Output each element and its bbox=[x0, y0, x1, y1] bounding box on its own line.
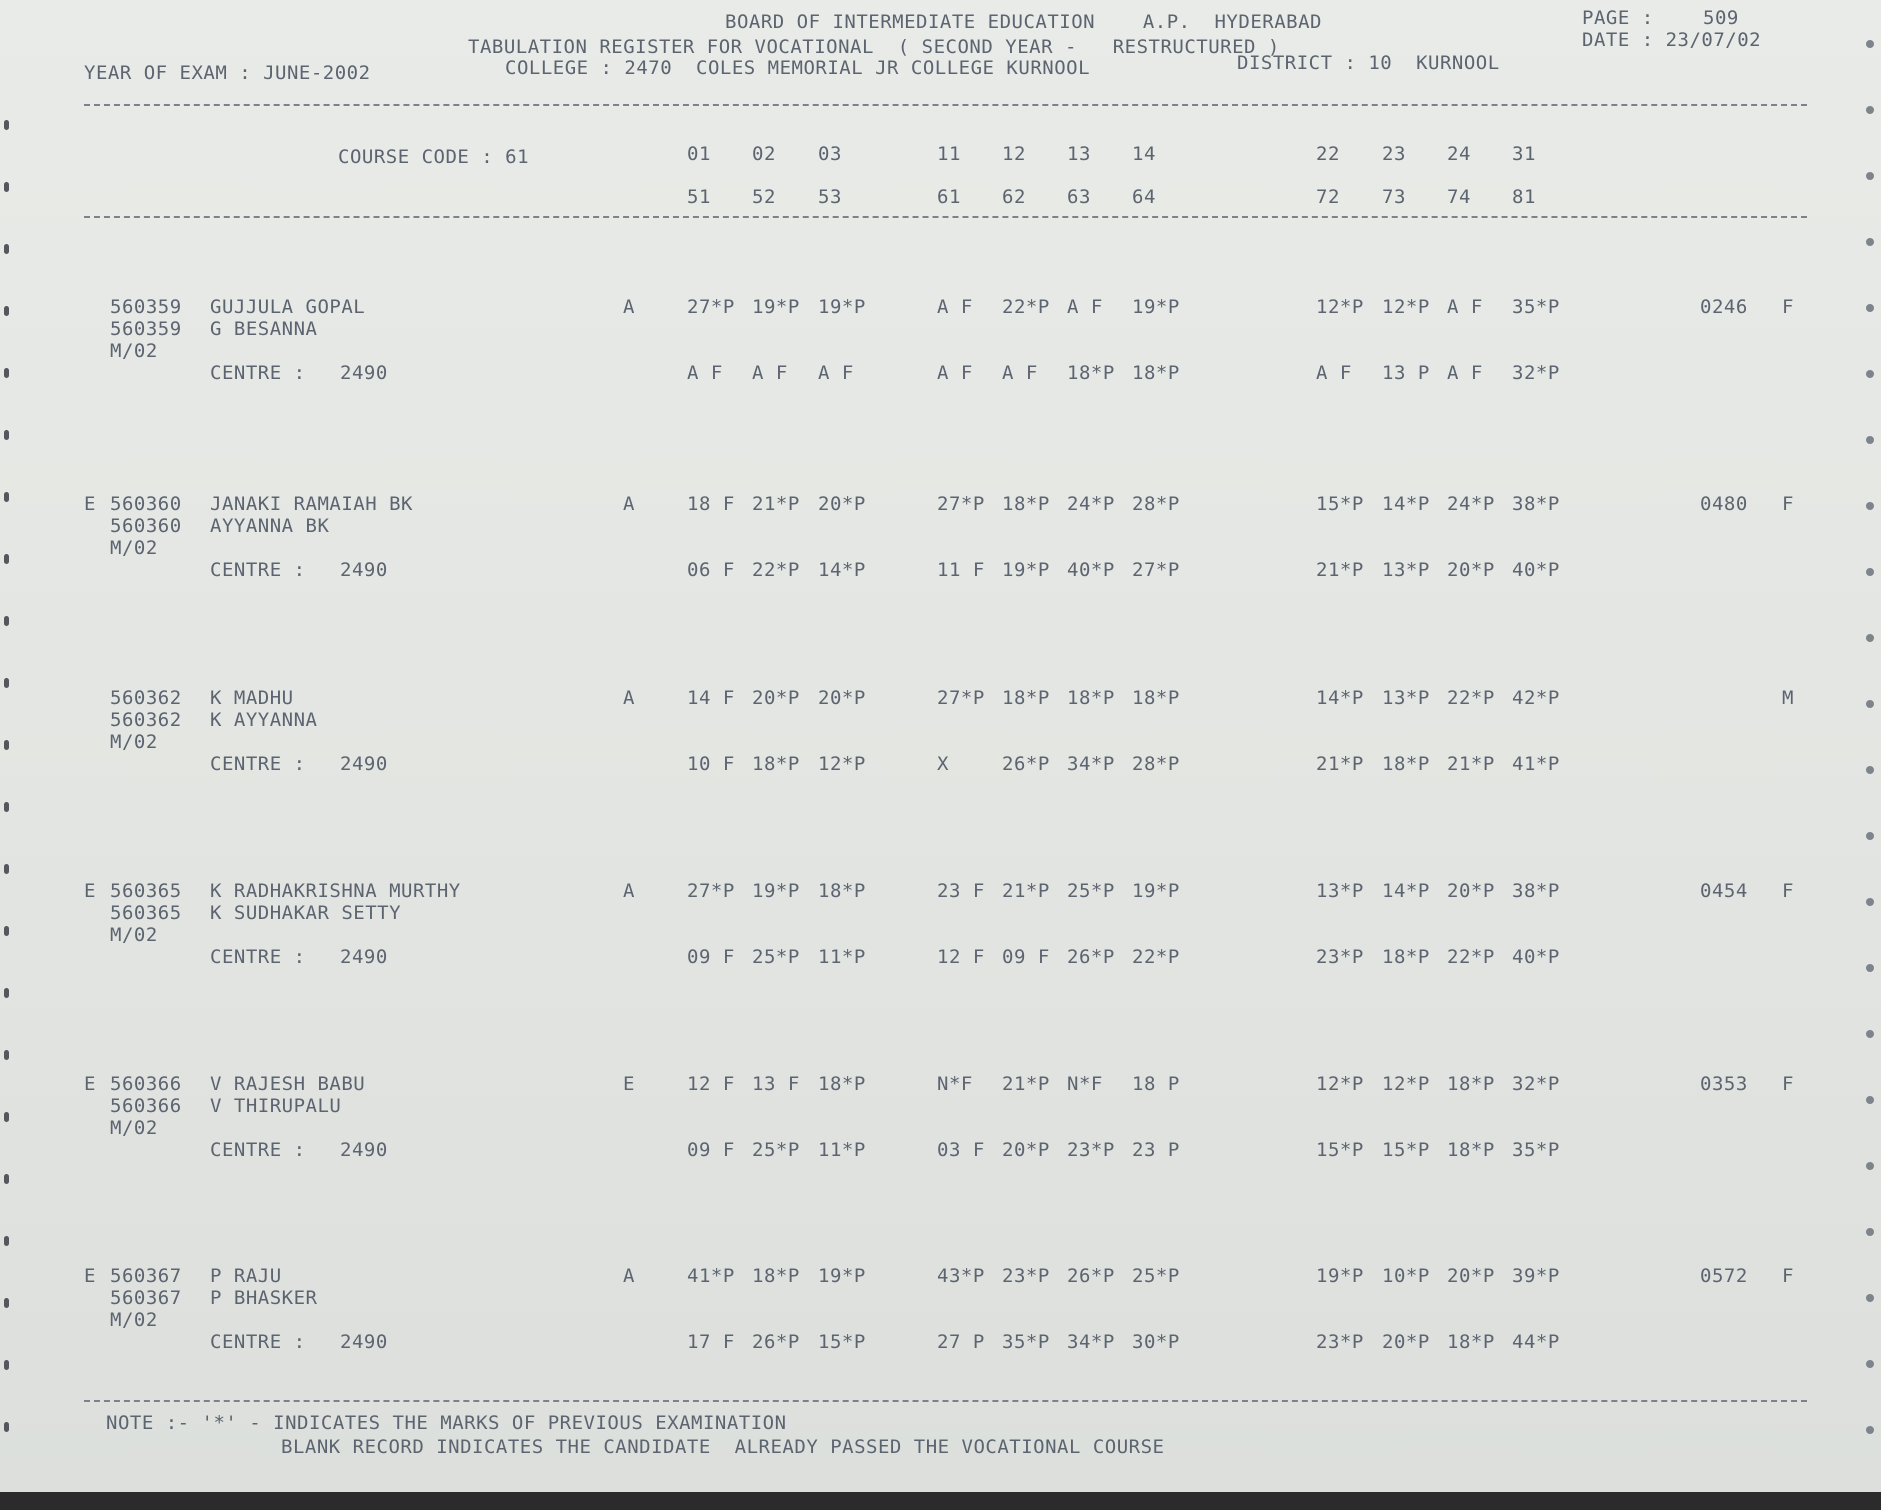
mark-cell: 21*P bbox=[752, 493, 800, 515]
register-number: 560362 bbox=[110, 709, 182, 731]
centre-code: 2490 bbox=[340, 362, 388, 384]
subject-code: 52 bbox=[752, 186, 776, 208]
exempt-flag: E bbox=[84, 880, 96, 902]
mark-cell: 27*P bbox=[937, 687, 985, 709]
feed-hole bbox=[4, 306, 9, 316]
mark-cell: 19*P bbox=[818, 1265, 866, 1287]
mark-cell: 15*P bbox=[1382, 1139, 1430, 1161]
feed-hole bbox=[1866, 1096, 1874, 1104]
register-number: 560366 bbox=[110, 1095, 182, 1117]
mark-cell: 20*P bbox=[1447, 559, 1495, 581]
mark-cell: 13*P bbox=[1316, 880, 1364, 902]
hall-ticket-number: 560367 bbox=[110, 1265, 182, 1287]
mark-cell: 25*P bbox=[752, 946, 800, 968]
mark-cell: 32*P bbox=[1512, 362, 1560, 384]
result-code: F bbox=[1782, 1265, 1794, 1287]
mark-cell: A F bbox=[1447, 362, 1483, 384]
mark-cell: 21*P bbox=[1316, 559, 1364, 581]
mark-cell: 18*P bbox=[1067, 362, 1115, 384]
mark-cell: 09 F bbox=[687, 946, 735, 968]
feed-hole bbox=[4, 492, 9, 502]
mark-cell: 18 F bbox=[687, 493, 735, 515]
candidate-name: K RADHAKRISHNA MURTHY bbox=[210, 880, 461, 902]
mark-cell: 09 F bbox=[687, 1139, 735, 1161]
feed-hole bbox=[4, 120, 9, 130]
mark-cell: 28*P bbox=[1132, 753, 1180, 775]
mark-cell: 18*P bbox=[818, 880, 866, 902]
mark-cell: 20*P bbox=[752, 687, 800, 709]
father-name: G BESANNA bbox=[210, 318, 318, 340]
mark-cell: 28*P bbox=[1132, 493, 1180, 515]
feed-hole bbox=[1866, 436, 1874, 444]
mark-cell: 20*P bbox=[1002, 1139, 1050, 1161]
register-number: 560365 bbox=[110, 902, 182, 924]
mark-cell: 18*P bbox=[1002, 687, 1050, 709]
mark-cell: 09 F bbox=[1002, 946, 1050, 968]
result-code: F bbox=[1782, 1073, 1794, 1095]
mark-cell: 22*P bbox=[1132, 946, 1180, 968]
note-line-1: NOTE :- '*' - INDICATES THE MARKS OF PREVIOUS EXAMINATION bbox=[106, 1412, 787, 1434]
mark-cell: 38*P bbox=[1512, 493, 1560, 515]
mark-cell: 23*P bbox=[1002, 1265, 1050, 1287]
candidate-name: GUJJULA GOPAL bbox=[210, 296, 366, 318]
feed-hole bbox=[1866, 1162, 1874, 1170]
hall-ticket-number: 560360 bbox=[110, 493, 182, 515]
father-name: V THIRUPALU bbox=[210, 1095, 342, 1117]
mark-cell: 27*P bbox=[937, 493, 985, 515]
mark-cell: 22*P bbox=[1002, 296, 1050, 318]
centre-label: CENTRE : bbox=[210, 946, 306, 968]
subject-code: 02 bbox=[752, 143, 776, 165]
mark-cell: 13*P bbox=[1382, 559, 1430, 581]
subject-code: 74 bbox=[1447, 186, 1471, 208]
mark-cell: 12*P bbox=[1316, 296, 1364, 318]
feed-hole bbox=[1866, 106, 1874, 114]
mark-cell: 19*P bbox=[1132, 880, 1180, 902]
subject-code: 24 bbox=[1447, 143, 1471, 165]
total-marks: 0246 bbox=[1700, 296, 1748, 318]
mark-cell: 34*P bbox=[1067, 1331, 1115, 1353]
mark-cell: 26*P bbox=[1002, 753, 1050, 775]
mark-cell: 42*P bbox=[1512, 687, 1560, 709]
subject-code: 01 bbox=[687, 143, 711, 165]
mark-cell: 22*P bbox=[1447, 946, 1495, 968]
feed-hole bbox=[4, 864, 9, 874]
mark-cell: 18 P bbox=[1132, 1073, 1180, 1095]
mark-cell: 14 F bbox=[687, 687, 735, 709]
subject-code: 31 bbox=[1512, 143, 1536, 165]
centre-label: CENTRE : bbox=[210, 1331, 306, 1353]
subject-code: 23 bbox=[1382, 143, 1406, 165]
mark-cell: 18*P bbox=[1132, 687, 1180, 709]
feed-hole bbox=[1866, 832, 1874, 840]
mark-cell: 11*P bbox=[818, 1139, 866, 1161]
mark-cell: 39*P bbox=[1512, 1265, 1560, 1287]
feed-hole bbox=[4, 616, 9, 626]
candidate-name: V RAJESH BABU bbox=[210, 1073, 366, 1095]
subject-code: 61 bbox=[937, 186, 961, 208]
centre-label: CENTRE : bbox=[210, 559, 306, 581]
feed-hole bbox=[4, 740, 9, 750]
mark-cell: N*F bbox=[937, 1073, 973, 1095]
register-number: 560367 bbox=[110, 1287, 182, 1309]
mark-cell: A F bbox=[1002, 362, 1038, 384]
mark-cell: 27*P bbox=[1132, 559, 1180, 581]
exam-period: M/02 bbox=[110, 537, 158, 559]
column-header-divider bbox=[84, 216, 1807, 218]
centre-label: CENTRE : bbox=[210, 362, 306, 384]
mark-cell: 35*P bbox=[1512, 296, 1560, 318]
mark-cell: 17 F bbox=[687, 1331, 735, 1353]
mark-cell: A F bbox=[937, 362, 973, 384]
register-title: TABULATION REGISTER FOR VOCATIONAL ( SECOND YEAR - RESTRUCTURED ) bbox=[468, 36, 1280, 58]
exempt-flag: E bbox=[84, 1265, 96, 1287]
father-name: K SUDHAKAR SETTY bbox=[210, 902, 402, 924]
mark-cell: A F bbox=[687, 362, 723, 384]
father-name: AYYANNA BK bbox=[210, 515, 330, 537]
mark-cell: 12*P bbox=[1382, 1073, 1430, 1095]
mark-cell: 18*P bbox=[752, 1265, 800, 1287]
father-name: P BHASKER bbox=[210, 1287, 318, 1309]
medium-code: A bbox=[623, 880, 635, 902]
college-info: COLLEGE : 2470 COLES MEMORIAL JR COLLEGE KURNOOL bbox=[505, 57, 1091, 79]
mark-cell: 27*P bbox=[687, 296, 735, 318]
feed-hole bbox=[4, 1360, 9, 1370]
exam-period: M/02 bbox=[110, 1309, 158, 1331]
feed-hole bbox=[1866, 634, 1874, 642]
mark-cell: 35*P bbox=[1512, 1139, 1560, 1161]
mark-cell: 26*P bbox=[1067, 946, 1115, 968]
feed-hole bbox=[1866, 1294, 1874, 1302]
feed-hole bbox=[1866, 1030, 1874, 1038]
mark-cell: 14*P bbox=[1382, 493, 1430, 515]
mark-cell: 18*P bbox=[1447, 1073, 1495, 1095]
total-marks: 0353 bbox=[1700, 1073, 1748, 1095]
mark-cell: 22*P bbox=[1447, 687, 1495, 709]
feed-hole bbox=[1866, 568, 1874, 576]
mark-cell: 26*P bbox=[1067, 1265, 1115, 1287]
result-code: F bbox=[1782, 880, 1794, 902]
year-of-exam: YEAR OF EXAM : JUNE-2002 bbox=[84, 62, 371, 84]
mark-cell: A F bbox=[818, 362, 854, 384]
feed-hole bbox=[1866, 238, 1874, 246]
mark-cell: 20*P bbox=[1447, 880, 1495, 902]
mark-cell: 18*P bbox=[1132, 362, 1180, 384]
subject-code: 72 bbox=[1316, 186, 1340, 208]
mark-cell: 11 F bbox=[937, 559, 985, 581]
mark-cell: 23*P bbox=[1316, 946, 1364, 968]
subject-code: 64 bbox=[1132, 186, 1156, 208]
feed-hole bbox=[1866, 40, 1874, 48]
mark-cell: 20*P bbox=[1382, 1331, 1430, 1353]
mark-cell: 40*P bbox=[1067, 559, 1115, 581]
mark-cell: 03 F bbox=[937, 1139, 985, 1161]
feed-hole bbox=[1866, 1228, 1874, 1236]
centre-code: 2490 bbox=[340, 1139, 388, 1161]
mark-cell: 19*P bbox=[752, 880, 800, 902]
page-label: PAGE : bbox=[1582, 7, 1654, 29]
mark-cell: 27*P bbox=[687, 880, 735, 902]
feed-hole bbox=[4, 988, 9, 998]
medium-code: A bbox=[623, 296, 635, 318]
mark-cell: 18*P bbox=[1382, 946, 1430, 968]
mark-cell: 12 F bbox=[687, 1073, 735, 1095]
feed-hole bbox=[1866, 1426, 1874, 1434]
register-number: 560359 bbox=[110, 318, 182, 340]
subject-code: 13 bbox=[1067, 143, 1091, 165]
exam-period: M/02 bbox=[110, 924, 158, 946]
mark-cell: 21*P bbox=[1002, 880, 1050, 902]
feed-hole bbox=[4, 554, 9, 564]
total-marks: 0454 bbox=[1700, 880, 1748, 902]
register-number: 560360 bbox=[110, 515, 182, 537]
bottom-edge bbox=[0, 1492, 1881, 1510]
mark-cell: 13*P bbox=[1382, 687, 1430, 709]
mark-cell: 12*P bbox=[1382, 296, 1430, 318]
mark-cell: 32*P bbox=[1512, 1073, 1560, 1095]
exempt-flag: E bbox=[84, 493, 96, 515]
mark-cell: 13 F bbox=[752, 1073, 800, 1095]
note-line-2: BLANK RECORD INDICATES THE CANDIDATE ALREADY PASSED THE VOCATIONAL COURSE bbox=[281, 1436, 1165, 1458]
feed-hole bbox=[4, 1050, 9, 1060]
mark-cell: 40*P bbox=[1512, 559, 1560, 581]
feed-hole bbox=[4, 1236, 9, 1246]
feed-hole bbox=[4, 926, 9, 936]
mark-cell: 23*P bbox=[1316, 1331, 1364, 1353]
mark-cell: 19*P bbox=[818, 296, 866, 318]
mark-cell: 06 F bbox=[687, 559, 735, 581]
centre-code: 2490 bbox=[340, 1331, 388, 1353]
mark-cell: 11*P bbox=[818, 946, 866, 968]
medium-code: A bbox=[623, 1265, 635, 1287]
mark-cell: 20*P bbox=[818, 687, 866, 709]
mark-cell: 15*P bbox=[1316, 1139, 1364, 1161]
centre-code: 2490 bbox=[340, 946, 388, 968]
feed-hole bbox=[1866, 766, 1874, 774]
feed-hole bbox=[4, 1422, 9, 1432]
feed-hole bbox=[1866, 964, 1874, 972]
exempt-flag: E bbox=[84, 1073, 96, 1095]
mark-cell: 20*P bbox=[818, 493, 866, 515]
mark-cell: 18*P bbox=[1067, 687, 1115, 709]
mark-cell: 15*P bbox=[818, 1331, 866, 1353]
subject-code: 63 bbox=[1067, 186, 1091, 208]
mark-cell: 13 P bbox=[1382, 362, 1430, 384]
mark-cell: 35*P bbox=[1002, 1331, 1050, 1353]
feed-hole bbox=[1866, 502, 1874, 510]
exam-period: M/02 bbox=[110, 1117, 158, 1139]
mark-cell: 41*P bbox=[1512, 753, 1560, 775]
feed-hole bbox=[4, 430, 9, 440]
subject-code: 51 bbox=[687, 186, 711, 208]
mark-cell: 12*P bbox=[818, 753, 866, 775]
mark-cell: 21*P bbox=[1002, 1073, 1050, 1095]
feed-hole bbox=[4, 802, 9, 812]
page-number: 509 bbox=[1703, 7, 1739, 29]
mark-cell: X bbox=[937, 753, 949, 775]
total-marks: 0480 bbox=[1700, 493, 1748, 515]
board-title: BOARD OF INTERMEDIATE EDUCATION A.P. HYDERABAD bbox=[725, 11, 1322, 33]
mark-cell: 41*P bbox=[687, 1265, 735, 1287]
subject-code: 03 bbox=[818, 143, 842, 165]
centre-label: CENTRE : bbox=[210, 753, 306, 775]
feed-hole bbox=[4, 1298, 9, 1308]
mark-cell: 23 F bbox=[937, 880, 985, 902]
centre-code: 2490 bbox=[340, 753, 388, 775]
subject-code: 62 bbox=[1002, 186, 1026, 208]
mark-cell: N*F bbox=[1067, 1073, 1103, 1095]
subject-code: 73 bbox=[1382, 186, 1406, 208]
subject-code: 22 bbox=[1316, 143, 1340, 165]
feed-hole bbox=[4, 182, 9, 192]
feed-hole bbox=[4, 1174, 9, 1184]
mark-cell: A F bbox=[1067, 296, 1103, 318]
result-code: F bbox=[1782, 296, 1794, 318]
centre-label: CENTRE : bbox=[210, 1139, 306, 1161]
feed-hole bbox=[4, 1112, 9, 1122]
mark-cell: 18*P bbox=[1002, 493, 1050, 515]
mark-cell: 24*P bbox=[1067, 493, 1115, 515]
feed-hole bbox=[1866, 1360, 1874, 1368]
district-info: DISTRICT : 10 KURNOOL bbox=[1237, 52, 1500, 74]
print-date: DATE : 23/07/02 bbox=[1582, 29, 1762, 51]
feed-hole bbox=[4, 244, 9, 254]
mark-cell: 38*P bbox=[1512, 880, 1560, 902]
medium-code: A bbox=[623, 493, 635, 515]
subject-code: 53 bbox=[818, 186, 842, 208]
medium-code: A bbox=[623, 687, 635, 709]
medium-code: E bbox=[623, 1073, 635, 1095]
exam-period: M/02 bbox=[110, 731, 158, 753]
mark-cell: 23*P bbox=[1067, 1139, 1115, 1161]
subject-code: 14 bbox=[1132, 143, 1156, 165]
mark-cell: 22*P bbox=[752, 559, 800, 581]
mark-cell: 40*P bbox=[1512, 946, 1560, 968]
feed-hole bbox=[4, 678, 9, 688]
hall-ticket-number: 560362 bbox=[110, 687, 182, 709]
mark-cell: 10*P bbox=[1382, 1265, 1430, 1287]
mark-cell: 15*P bbox=[1316, 493, 1364, 515]
mark-cell: 19*P bbox=[1132, 296, 1180, 318]
mark-cell: A F bbox=[1316, 362, 1352, 384]
mark-cell: 23 P bbox=[1132, 1139, 1180, 1161]
centre-code: 2490 bbox=[340, 559, 388, 581]
mark-cell: 25*P bbox=[752, 1139, 800, 1161]
footer-divider bbox=[84, 1400, 1807, 1402]
course-code-label: COURSE CODE : 61 bbox=[338, 146, 530, 168]
mark-cell: A F bbox=[752, 362, 788, 384]
subject-code: 12 bbox=[1002, 143, 1026, 165]
mark-cell: 18*P bbox=[752, 753, 800, 775]
mark-cell: 12*P bbox=[1316, 1073, 1364, 1095]
subject-code: 81 bbox=[1512, 186, 1536, 208]
mark-cell: 34*P bbox=[1067, 753, 1115, 775]
total-marks: 0572 bbox=[1700, 1265, 1748, 1287]
mark-cell: 44*P bbox=[1512, 1331, 1560, 1353]
mark-cell: 18*P bbox=[818, 1073, 866, 1095]
father-name: K AYYANNA bbox=[210, 709, 318, 731]
mark-cell: 14*P bbox=[818, 559, 866, 581]
mark-cell: 14*P bbox=[1382, 880, 1430, 902]
mark-cell: 19*P bbox=[752, 296, 800, 318]
feed-hole bbox=[1866, 898, 1874, 906]
exam-period: M/02 bbox=[110, 340, 158, 362]
mark-cell: 24*P bbox=[1447, 493, 1495, 515]
feed-hole bbox=[1866, 370, 1874, 378]
mark-cell: 14*P bbox=[1316, 687, 1364, 709]
feed-hole bbox=[4, 368, 9, 378]
hall-ticket-number: 560366 bbox=[110, 1073, 182, 1095]
mark-cell: 26*P bbox=[752, 1331, 800, 1353]
feed-hole bbox=[1866, 700, 1874, 708]
subject-code: 11 bbox=[937, 143, 961, 165]
mark-cell: 25*P bbox=[1132, 1265, 1180, 1287]
mark-cell: 19*P bbox=[1002, 559, 1050, 581]
mark-cell: 21*P bbox=[1447, 753, 1495, 775]
candidate-name: P RAJU bbox=[210, 1265, 282, 1287]
mark-cell: 27 P bbox=[937, 1331, 985, 1353]
result-code: F bbox=[1782, 493, 1794, 515]
header-divider bbox=[84, 104, 1807, 106]
mark-cell: 18*P bbox=[1382, 753, 1430, 775]
mark-cell: 25*P bbox=[1067, 880, 1115, 902]
result-code: M bbox=[1782, 687, 1794, 709]
mark-cell: 12 F bbox=[937, 946, 985, 968]
candidate-name: K MADHU bbox=[210, 687, 294, 709]
mark-cell: 30*P bbox=[1132, 1331, 1180, 1353]
mark-cell: 43*P bbox=[937, 1265, 985, 1287]
mark-cell: 21*P bbox=[1316, 753, 1364, 775]
mark-cell: A F bbox=[1447, 296, 1483, 318]
feed-hole bbox=[1866, 304, 1874, 312]
hall-ticket-number: 560359 bbox=[110, 296, 182, 318]
mark-cell: 18*P bbox=[1447, 1139, 1495, 1161]
mark-cell: 20*P bbox=[1447, 1265, 1495, 1287]
mark-cell: 10 F bbox=[687, 753, 735, 775]
feed-hole bbox=[1866, 172, 1874, 180]
mark-cell: 18*P bbox=[1447, 1331, 1495, 1353]
hall-ticket-number: 560365 bbox=[110, 880, 182, 902]
candidate-name: JANAKI RAMAIAH BK bbox=[210, 493, 413, 515]
mark-cell: A F bbox=[937, 296, 973, 318]
mark-cell: 19*P bbox=[1316, 1265, 1364, 1287]
